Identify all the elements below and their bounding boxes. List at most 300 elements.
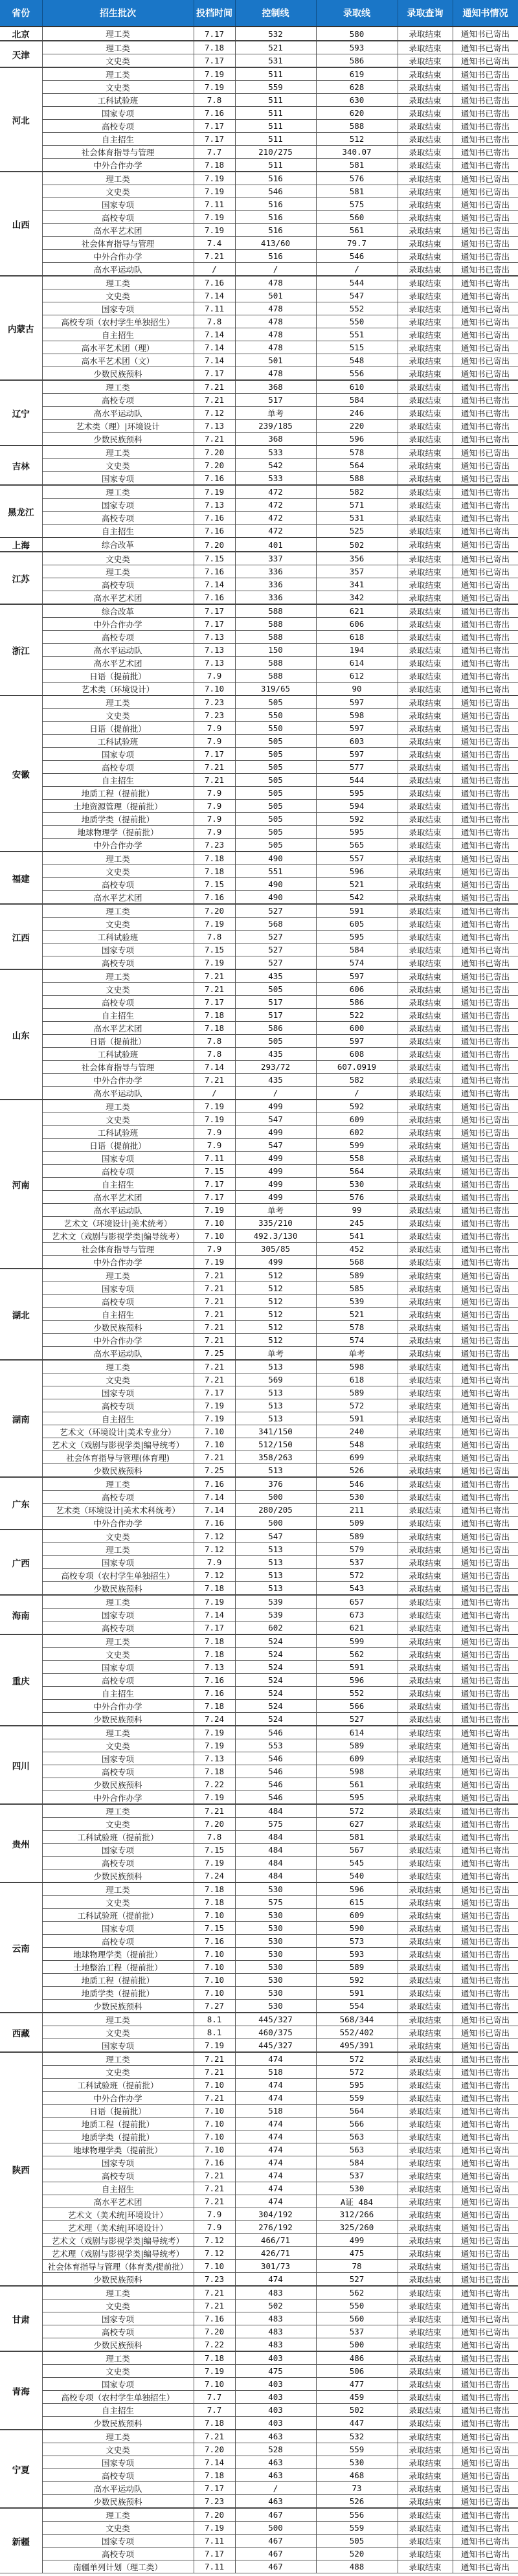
table-row <box>0 1974 518 1987</box>
time-cell: 7.10 <box>194 1438 235 1451</box>
admission-line-cell: 606 <box>316 983 398 996</box>
status-cell: 录取结束 <box>398 446 453 459</box>
batch-cell: 自主招生 <box>42 2404 194 2417</box>
notice-cell: 通知书已寄出 <box>453 198 518 211</box>
status-cell: 录取结束 <box>398 54 453 68</box>
table-row <box>0 800 518 813</box>
control-line-cell: 551 <box>235 865 316 878</box>
notice-cell: 通知书已寄出 <box>453 1713 518 1726</box>
admission-line-cell: 564 <box>316 2105 398 2118</box>
table-row <box>0 2299 518 2312</box>
admission-line-cell: 606 <box>316 618 398 631</box>
status-cell: 录取结束 <box>398 1477 453 1491</box>
status-cell: 录取结束 <box>398 695 453 709</box>
batch-cell: 高校专项 <box>42 2325 194 2338</box>
notice-cell: 通知书已寄出 <box>453 537 518 552</box>
table-row <box>0 1308 518 1321</box>
batch-cell: 艺术文（环境设计|美术统考） <box>42 1217 194 1230</box>
table-row <box>0 1334 518 1347</box>
batch-cell: 社会体育指导与管理 <box>42 146 194 159</box>
admission-line-cell: 581 <box>316 1831 398 1844</box>
status-cell: 录取结束 <box>398 1765 453 1778</box>
time-cell: 7.13 <box>194 1752 235 1765</box>
notice-cell: 通知书已寄出 <box>453 904 518 918</box>
batch-cell: 国家专项 <box>42 499 194 512</box>
notice-cell: 通知书已寄出 <box>453 81 518 94</box>
admission-line-cell: 594 <box>316 800 398 813</box>
notice-cell: 通知书已寄出 <box>453 1308 518 1321</box>
status-cell: 录取结束 <box>398 591 453 605</box>
control-line-cell: 474 <box>235 2092 316 2105</box>
batch-cell: 高水平运动队 <box>42 407 194 420</box>
status-cell: 录取结束 <box>398 722 453 735</box>
status-cell: 录取结束 <box>398 2508 453 2522</box>
table-row <box>0 2118 518 2130</box>
notice-cell: 通知书已寄出 <box>453 1661 518 1674</box>
control-line-cell: 524 <box>235 1687 316 1700</box>
table-row <box>0 1087 518 1100</box>
control-line-cell: 518 <box>235 2105 316 2118</box>
table-row <box>0 1230 518 1243</box>
status-cell: 录取结束 <box>398 1113 453 1126</box>
control-line-cell: 505 <box>235 695 316 709</box>
batch-cell: 国家专项 <box>42 2535 194 2548</box>
admission-line-cell: 527 <box>316 1713 398 1726</box>
admission-line-cell: 543 <box>316 1582 398 1596</box>
batch-cell: 理工类 <box>42 380 194 394</box>
status-cell: 录取结束 <box>398 237 453 250</box>
notice-cell: 通知书已寄出 <box>453 2169 518 2182</box>
control-line-cell: 527 <box>235 956 316 970</box>
control-line-cell: 547 <box>235 1139 316 1152</box>
status-cell: 录取结束 <box>398 761 453 774</box>
admission-line-cell: 576 <box>316 172 398 185</box>
batch-cell: 文史类 <box>42 54 194 68</box>
batch-cell: 艺术类（理）|环境设计 <box>42 420 194 433</box>
status-cell: 录取结束 <box>398 1373 453 1386</box>
time-cell: 7.22 <box>194 1778 235 1791</box>
table-row <box>0 1661 518 1674</box>
table-row <box>0 983 518 996</box>
admission-line-cell: 530 <box>316 2182 398 2195</box>
control-line-cell: 517 <box>235 1009 316 1022</box>
notice-cell: 通知书已寄出 <box>453 485 518 499</box>
batch-cell: 中外合作办学 <box>42 159 194 172</box>
batch-cell: 文史类 <box>42 2066 194 2079</box>
table-row <box>0 159 518 172</box>
status-cell: 录取结束 <box>398 1087 453 1100</box>
control-line-cell: / <box>235 1087 316 1100</box>
control-line-cell: 588 <box>235 657 316 670</box>
time-cell: 7.19 <box>194 81 235 94</box>
control-line-cell: 546 <box>235 185 316 198</box>
table-row <box>0 2273 518 2287</box>
notice-cell: 通知书已寄出 <box>453 1334 518 1347</box>
table-row <box>0 2417 518 2430</box>
status-cell: 录取结束 <box>398 2443 453 2456</box>
admission-line-cell: 615 <box>316 1896 398 1909</box>
status-cell: 录取结束 <box>398 2052 453 2066</box>
admission-line-cell: 342 <box>316 591 398 605</box>
table-row <box>0 1857 518 1870</box>
province-cell: 河北 <box>0 67 42 172</box>
admission-line-cell: 598 <box>316 1360 398 1373</box>
control-line-cell: 505 <box>235 839 316 852</box>
notice-cell: 通知书已寄出 <box>453 2247 518 2260</box>
batch-cell: 地球物理学类（提前批） <box>42 2143 194 2156</box>
table-row <box>0 198 518 211</box>
time-cell: 7.17 <box>194 996 235 1009</box>
status-cell: 录取结束 <box>398 1139 453 1152</box>
table-row <box>0 1048 518 1061</box>
batch-cell: 国家专项 <box>42 1661 194 1674</box>
control-line-cell: 505 <box>235 983 316 996</box>
batch-cell: 高校专项 <box>42 1165 194 1178</box>
table-row <box>0 1504 518 1517</box>
time-cell: 7.14 <box>194 1504 235 1517</box>
admission-line-cell: 99 <box>316 1204 398 1217</box>
control-line-cell: 368 <box>235 433 316 446</box>
control-line-cell: 588 <box>235 604 316 618</box>
province-cell: 海南 <box>0 1595 42 1634</box>
status-cell: 录取结束 <box>398 525 453 538</box>
admission-line-cell: 542 <box>316 891 398 905</box>
status-cell: 录取结束 <box>398 328 453 341</box>
table-row <box>0 722 518 735</box>
control-line-cell: 530 <box>235 1948 316 1961</box>
notice-cell: 通知书已寄出 <box>453 1530 518 1543</box>
batch-cell: 高水平艺术团 <box>42 1022 194 1035</box>
notice-cell: 通知书已寄出 <box>453 1178 518 1191</box>
batch-cell: 理工类 <box>42 1360 194 1373</box>
status-cell: 录取结束 <box>398 1048 453 1061</box>
status-cell: 录取结束 <box>398 354 453 367</box>
time-cell: 7.21 <box>194 380 235 394</box>
control-line-cell: 511 <box>235 159 316 172</box>
time-cell: 7.19 <box>194 224 235 237</box>
table-row <box>0 1191 518 1204</box>
control-line-cell: 524 <box>235 1634 316 1648</box>
table-row <box>0 420 518 433</box>
control-line-cell: 517 <box>235 996 316 1009</box>
batch-cell: 高水平运动队 <box>42 644 194 657</box>
time-cell: 7.17 <box>194 604 235 618</box>
control-line-cell: 单考 <box>235 407 316 420</box>
table-row <box>0 2052 518 2066</box>
status-cell: 录取结束 <box>398 2118 453 2130</box>
control-line-cell: 512 <box>235 1269 316 1282</box>
notice-cell: 通知书已寄出 <box>453 276 518 289</box>
control-line-cell: 513 <box>235 1386 316 1399</box>
table-row <box>0 683 518 696</box>
admission-line-cell: 584 <box>316 943 398 956</box>
batch-cell: 理工类 <box>42 852 194 865</box>
status-cell: 录取结束 <box>398 748 453 761</box>
status-cell: 录取结束 <box>398 552 453 565</box>
batch-cell: 理工类 <box>42 1634 194 1648</box>
admission-line-cell: 90 <box>316 683 398 696</box>
control-line-cell: 472 <box>235 499 316 512</box>
table-row <box>0 1217 518 1230</box>
notice-cell: 通知书已寄出 <box>453 1282 518 1295</box>
table-row <box>0 472 518 486</box>
batch-cell: 工科试验班 <box>42 931 194 943</box>
time-cell: 7.12 <box>194 1569 235 1582</box>
admission-line-cell: 505 <box>316 2535 398 2548</box>
notice-cell: 通知书已寄出 <box>453 367 518 381</box>
table-row <box>0 315 518 328</box>
control-line-cell: 463 <box>235 2495 316 2509</box>
notice-cell: 通知书已寄出 <box>453 1061 518 1074</box>
table-row <box>0 211 518 224</box>
batch-cell: 社会体育指导与管理 <box>42 237 194 250</box>
control-line-cell: 293/72 <box>235 1061 316 1074</box>
time-cell: 7.16 <box>194 891 235 905</box>
control-line-cell: 435 <box>235 1074 316 1087</box>
admission-line-cell: 608 <box>316 1048 398 1061</box>
table-row <box>0 2430 518 2443</box>
time-cell: 7.8 <box>194 1048 235 1061</box>
control-line-cell: 546 <box>235 1752 316 1765</box>
status-cell: 录取结束 <box>398 2234 453 2247</box>
batch-cell: 高水平艺术团 <box>42 2195 194 2208</box>
status-cell: 录取结束 <box>398 644 453 657</box>
batch-cell: 自主招生 <box>42 2182 194 2195</box>
time-cell: 7.21 <box>194 1074 235 1087</box>
status-cell: 录取结束 <box>398 2221 453 2234</box>
batch-cell: 艺术文（戏剧与影视学类|编导统考） <box>42 1230 194 1243</box>
table-row <box>0 133 518 146</box>
time-cell: 7.18 <box>194 1022 235 1035</box>
time-cell: 7.10 <box>194 2378 235 2391</box>
admission-line-cell: 73 <box>316 2482 398 2495</box>
control-line-cell: 336 <box>235 578 316 591</box>
notice-cell: 通知书已寄出 <box>453 1909 518 1922</box>
notice-cell: 通知书已寄出 <box>453 852 518 865</box>
status-cell: 录取结束 <box>398 1961 453 1974</box>
batch-cell: 高校专项（农村学生单独招生） <box>42 2391 194 2404</box>
admission-line-cell: 597 <box>316 695 398 709</box>
time-cell: 7.8 <box>194 931 235 943</box>
admission-line-cell: 598 <box>316 1765 398 1778</box>
status-cell: 录取结束 <box>398 276 453 289</box>
table-row <box>0 1609 518 1621</box>
batch-cell: 艺术文（戏剧与影视学类|编导统考） <box>42 2234 194 2247</box>
time-cell: 7.21 <box>194 2286 235 2299</box>
notice-cell: 通知书已寄出 <box>453 774 518 787</box>
control-line-cell: 403 <box>235 2417 316 2430</box>
time-cell: 7.14 <box>194 578 235 591</box>
table-row <box>0 1621 518 1635</box>
notice-cell: 通知书已寄出 <box>453 1739 518 1752</box>
admission-line-cell: 609 <box>316 1752 398 1765</box>
batch-cell: 理工类 <box>42 695 194 709</box>
batch-cell: 国家专项 <box>42 198 194 211</box>
batch-cell: 高水平艺术团 <box>42 891 194 905</box>
table-row <box>0 604 518 618</box>
notice-cell: 通知书已寄出 <box>453 54 518 68</box>
notice-cell: 通知书已寄出 <box>453 2182 518 2195</box>
admission-line-cell: 551 <box>316 328 398 341</box>
control-line-cell: 463 <box>235 2456 316 2469</box>
time-cell: 7.18 <box>194 1765 235 1778</box>
admission-line-cell: 447 <box>316 2417 398 2430</box>
status-cell: 录取结束 <box>398 1818 453 1831</box>
batch-cell: 国家专项 <box>42 2378 194 2391</box>
batch-cell: 中外合作办学 <box>42 1074 194 1087</box>
table-row <box>0 918 518 931</box>
admission-line-cell: 591 <box>316 1661 398 1674</box>
batch-cell: 高水平艺术团（文） <box>42 354 194 367</box>
control-line-cell: 505 <box>235 774 316 787</box>
province-cell: 内蒙古 <box>0 276 42 380</box>
control-line-cell: 518 <box>235 2066 316 2079</box>
table-row <box>0 2378 518 2391</box>
status-cell: 录取结束 <box>398 146 453 159</box>
table-row <box>0 2066 518 2079</box>
batch-cell: 国家专项 <box>42 2456 194 2469</box>
batch-cell: 高校专项 <box>42 1491 194 1504</box>
time-cell: 7.12 <box>194 1530 235 1543</box>
status-cell: 录取结束 <box>398 996 453 1009</box>
time-cell: 7.10 <box>194 1961 235 1974</box>
notice-cell: 通知书已寄出 <box>453 1386 518 1399</box>
control-line-cell: 550 <box>235 722 316 735</box>
status-cell: 录取结束 <box>398 918 453 931</box>
batch-cell: 理工类 <box>42 2351 194 2365</box>
table-row <box>0 1765 518 1778</box>
status-cell: 录取结束 <box>398 1126 453 1139</box>
control-line-cell: 475 <box>235 2365 316 2378</box>
batch-cell: 文史类 <box>42 1896 194 1909</box>
batch-cell: 少数民族预科 <box>42 2273 194 2287</box>
control-line-cell: 150 <box>235 644 316 657</box>
time-cell: 7.16 <box>194 525 235 538</box>
notice-cell: 通知书已寄出 <box>453 2312 518 2325</box>
admission-line-cell: 595 <box>316 2079 398 2092</box>
time-cell: 7.17 <box>194 1178 235 1191</box>
control-line-cell: 568 <box>235 918 316 931</box>
table-row <box>0 525 518 538</box>
control-line-cell: 483 <box>235 2338 316 2352</box>
table-row <box>0 618 518 631</box>
status-cell: 录取结束 <box>398 2482 453 2495</box>
table-row <box>0 446 518 459</box>
table-row <box>0 2495 518 2509</box>
batch-cell: 理工类 <box>42 1269 194 1282</box>
table-row <box>0 670 518 683</box>
notice-cell: 通知书已寄出 <box>453 1256 518 1269</box>
batch-cell: 地质学类（提前批） <box>42 2130 194 2143</box>
time-cell: 7.21 <box>194 1282 235 1295</box>
control-line-cell: 505 <box>235 761 316 774</box>
province-cell: 宁夏 <box>0 2430 42 2508</box>
table-row <box>0 1517 518 1530</box>
batch-cell: 理工类 <box>42 1726 194 1739</box>
control-line-cell: 546 <box>235 1765 316 1778</box>
control-line-cell: 512 <box>235 1308 316 1321</box>
table-row <box>0 146 518 159</box>
control-line-cell: 505 <box>235 826 316 839</box>
batch-cell: 高水平运动队 <box>42 1087 194 1100</box>
time-cell: 7.19 <box>194 1739 235 1752</box>
notice-cell: 通知书已寄出 <box>453 1100 518 1113</box>
table-row <box>0 1713 518 1726</box>
admission-line-cell: 521 <box>316 1308 398 1321</box>
notice-cell: 通知书已寄出 <box>453 709 518 722</box>
notice-cell: 通知书已寄出 <box>453 956 518 970</box>
time-cell: 7.24 <box>194 1713 235 1726</box>
control-line-cell: 474 <box>235 2273 316 2287</box>
batch-cell: 高校专项 <box>42 631 194 644</box>
admission-line-cell: 556 <box>316 367 398 381</box>
table-row <box>0 1399 518 1412</box>
time-cell: 7.10 <box>194 1974 235 1987</box>
admission-line-cell: 598 <box>316 709 398 722</box>
admission-line-cell: 589 <box>316 1269 398 1282</box>
notice-cell: 通知书已寄出 <box>453 2535 518 2548</box>
province-cell: 广东 <box>0 1477 42 1530</box>
batch-cell: 文史类 <box>42 865 194 878</box>
notice-cell: 通知书已寄出 <box>453 2066 518 2079</box>
control-line-cell: 516 <box>235 211 316 224</box>
admission-line-cell: 571 <box>316 499 398 512</box>
status-cell: 录取结束 <box>398 1360 453 1373</box>
status-cell: 录取结束 <box>398 2026 453 2039</box>
table-row <box>0 263 518 277</box>
table-row <box>0 2391 518 2404</box>
time-cell: 7.15 <box>194 1922 235 1935</box>
control-line-cell: 499 <box>235 1126 316 1139</box>
table-row <box>0 1074 518 1087</box>
control-line-cell: 500 <box>235 2522 316 2535</box>
status-cell: 录取结束 <box>398 956 453 970</box>
batch-cell: 文史类 <box>42 1530 194 1543</box>
admission-line-cell: 595 <box>316 931 398 943</box>
table-row <box>0 1818 518 1831</box>
admission-line-cell: 563 <box>316 2130 398 2143</box>
batch-cell: 理工类 <box>42 1543 194 1556</box>
status-cell: 录取结束 <box>398 2013 453 2026</box>
table-row <box>0 735 518 748</box>
notice-cell: 通知书已寄出 <box>453 1035 518 1048</box>
admission-line-cell: 578 <box>316 1321 398 1334</box>
control-line-cell: 460/375 <box>235 2026 316 2039</box>
time-cell: 7.24 <box>194 1870 235 1883</box>
admission-line-cell: 546 <box>316 250 398 263</box>
notice-cell: 通知书已寄出 <box>453 1987 518 2000</box>
time-cell: 7.7 <box>194 2404 235 2417</box>
time-cell: 7.10 <box>194 683 235 696</box>
control-line-cell: 484 <box>235 1831 316 1844</box>
status-cell: 录取结束 <box>398 1399 453 1412</box>
batch-cell: 理工类 <box>42 2508 194 2522</box>
batch-cell: 社会体育指导与管理（体育类/提前批） <box>42 2260 194 2273</box>
admission-line-cell: 520 <box>316 2548 398 2560</box>
table-row <box>0 1961 518 1974</box>
notice-cell: 通知书已寄出 <box>453 1543 518 1556</box>
time-cell: 7.15 <box>194 1165 235 1178</box>
table-row <box>0 1295 518 1308</box>
status-cell: 录取结束 <box>398 1321 453 1334</box>
batch-cell: 土地资源管理（提前批） <box>42 800 194 813</box>
control-line-cell: 499 <box>235 1152 316 1165</box>
time-cell: 7.21 <box>194 2299 235 2312</box>
time-cell: 7.22 <box>194 2338 235 2352</box>
admission-line-cell: 597 <box>316 722 398 735</box>
time-cell: 7.17 <box>194 54 235 68</box>
table-row <box>0 2338 518 2352</box>
